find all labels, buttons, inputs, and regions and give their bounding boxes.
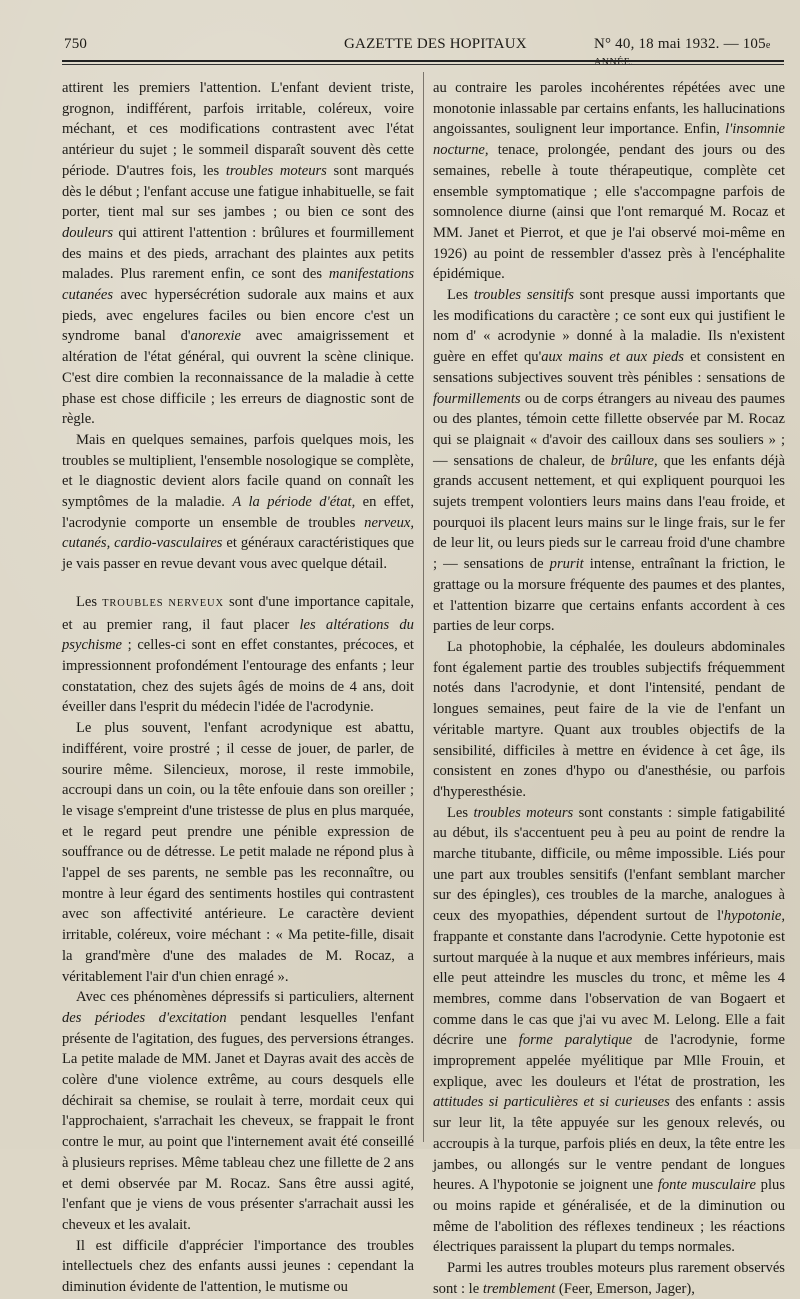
paragraph: attirent les premiers l'attention. L'enfant devient triste, grognon, indifférent, parfois irritable, coléreux, voire méchant, et ces modifications contrastent avec l'état antérieur du sujet ; le sommeil disparaît souvent dès cette période. D'autres fois, les troubles moteurs sont marqués dès le début ; l'enfant accuse une fatigue inhabituelle, se fait porter, tient mal sur ses jambes ; ou bien ce sont des douleurs qui attirent l'attention : brûlures et fourmillement des mains et des pieds, arrachant des plaintes aux petits malades. Plus rarement enfin, ce sont des manifestations cutanées avec hypersécrétion sudorale aux mains et aux pieds, avec engelures faciles ou bien encore c'est un syndrome banal d'anorexie avec amaigrissement et altération de l'état général, qui ouvrent la scène clinique. C'est dire combien la reconnaissance de la maladie à cette phase est chose difficile ; les erreurs de diagnostic sont de règle. <box>62 80 415 428</box>
right-column <box>433 78 785 1299</box>
paragraph: Parmi les autres troubles moteurs plus rarement observés sont : le tremblement (Feer, Emerson, Jager), <box>433 1260 785 1297</box>
page-number: 750 <box>64 36 88 52</box>
paragraph: Le plus souvent, l'enfant acrodynique est abattu, indifférent, voire prostré ; il cesse de jouer, de parler, de sourire même. Silencieux, morose, il reste immobile, accroupi dans un coin, ou la tête enfouie dans son oreiller ; le visage s'empreint d'une tristesse de plus en plus marquée, et le regard peut prendre une pénible expression de souffrance ou de détresse. Le petit malade ne répond plus à l'appel de ses parents, ne semble pas les reconnaître, ou montre à leur égard des sentiments hostiles qui contrastent avec son affectivité antérieure. Le caractère devient irritable, coléreux, voire méchant : « Ma petite-fille, disait la grand'mère d'une des malades de M. Rocaz, a véritablement l'air d'un chien enragé ». <box>62 720 414 985</box>
paragraph: Les TROUBLES NERVEUX sont d'une importance capitale, et au premier rang, il faut placer les altérations du psychisme ; celles-ci sont en effet constantes, précoces, et impressionnent profondément l'entourage des enfants ; leur constatation, chez des sujets âgés de moins de 4 ans, doit éveiller dans l'esprit du médecin l'idée de l'acrodynie. <box>62 593 414 716</box>
paragraph: Mais en quelques semaines, parfois quelques mois, les troubles se multiplient, l'ensemble nosologique se complète, et le diagnostic devient alors facile quand on connaît les symptômes de la maladie. A la période d'état, en effet, l'acrodynie comporte un ensemble de troubles nerveux, cutanés, cardio-vasculaires et généraux caractéristiques que je vais passer en revue devant vous avec quelque détail. <box>62 431 414 573</box>
paragraph: La photophobie, la céphalée, les douleurs abdominales font également partie des troubles subjectifs fréquemment notés dans l'acrodynie, et dont l'intensité, pendant de longues semaines, peut faire de la vie de l'enfant un véritable martyre. Quant aux troubles objectifs de la sensibilité, difficiles à mettre en évidence à cet âge, ils consistent en zones d'hypo ou d'anesthésie, ou parfois d'hyperesthésie. <box>433 638 785 800</box>
paragraph: au contraire les paroles incohérentes répétées avec une monotonie inlassable par certains enfants, les hallucinations angoissantes, soulignent leur importance. Enfin, l'insomnie nocturne, tenace, prolongée, pendant des jours ou des semaines, rebelle à toute thérapeutique, complète cet ensemble symptomatique ; elle s'accompagne parfois de somnolence diurne (ainsi que l'ont remarqué M. Rocaz et MM. Janet et Pierrot, et que je l'ai observé moi-même en 1926) au point de ressembler d'assez près à l'encéphalite épidémique. <box>433 80 785 283</box>
header-rule-thin <box>62 64 784 65</box>
header-rule <box>62 60 784 62</box>
paragraph: Il est difficile d'apprécier l'importance des troubles intellectuels chez des enfants aussi jeunes : cependant la diminution évidente de l'attention, le mutisme ou <box>62 1237 414 1296</box>
paragraph: Avec ces phénomènes dépressifs si particuliers, alternent des périodes d'excitation pendant lesquelles l'enfant présente de l'agitation, des fugues, des perversions étranges. La petite malade de MM. Janet et Dayras avait des accès de colère d'une violence extrême, au cours desquels elle déchirait sa chemise, se roulait à terre, mordait ceux qui l'approchaient, s'arrachait les cheveux, se frappait le front contre le mur, au point que l'internement avait été conseillé à plusieurs reprises. Même tableau chez une fillette de 2 ans et demi observée par M. Rocaz. Sans être aussi agité, l'enfant que je viens de vous présenter s'arrachait aussi les cheveux et les avalait. <box>62 989 415 1233</box>
paragraph: Les troubles sensitifs sont presque aussi importants que les modifications du caractère ; ce sont eux qui justifient le nom d' « acrodynie » donné à la maladie. Ils n'existent guère en effet qu'aux mains et aux pieds et consistent en sensations subjectives souvent très pénibles : sensations de fourmillements ou de corps étrangers au niveau des paumes ou des plantes, témoin cette fillette observée par M. Rocaz qui se plaignait « d'avoir des cailloux dans ses souliers » ; — sensations de chaleur, de brûlure, que les enfants déjà grands accusent nettement, et qui expliquent pourquoi les sujets trempent volontiers leurs mains dans l'eau froide, et pourquoi ils placent leurs mains sur le linge frais, sur le fer de leur lit, ou leurs pieds sur le carreau froid d'une chambre ; — sensations de prurit intense, entraînant la friction, le grattage ou la morsure fréquente des paumes et des plantes, et l'attention bizarre que certains enfants accordent à ces parties de leur corps. <box>433 287 786 635</box>
issue-year: e ANNÉE. <box>594 40 771 68</box>
running-header <box>62 36 782 68</box>
column-divider <box>423 72 424 1142</box>
left-column <box>62 78 414 1298</box>
journal-title: GAZETTE DES HOPITAUX <box>344 36 527 52</box>
issue-main: N° 40, 18 mai 1932. — 105 <box>594 36 766 52</box>
paragraph: Les troubles moteurs sont constants : simple fatigabilité au début, ils s'accentuent peu à peu au point de rendre la marche titubante, difficile, ou même impossible. Liés pour une part aux troubles sensitifs (l'enfant semblant marcher sur des épingles), ces troubles de la marche, analogues à ceux des myopathies, dépendent surtout de l'hypotonie, frappante et constante dans l'acrodynie. Cette hypotonie est surtout marquée à la nuque et aux membres inférieurs, mais elle peut atteindre les muscles du tronc, et même les 4 membres, comme dans l'observation de van Bogaert et comme dans le cas que j'ai vu avec M. Lelong. Elle a fait décrire une forme paralytique de l'acrodynie, forme improprement appelée myélitique par Mlle Frouin, et explique, avec les douleurs et l'état de prostration, les attitudes si particulières et si curieuses des enfants : assis sur leur lit, la tête appuyée sur les genoux relevés, ou accroupis à la turque, parfois pliés en deux, la tête entre les jambes, ou allongés sur le ventre pendant de longues heures. A l'hypotonie se joignent une fonte musculaire plus ou moins rapide et généralisée, et de la diminution ou même de l'abolition des réflexes tendineux ; les réactions électriques paraissent la plupart du temps normales. <box>433 804 786 1256</box>
